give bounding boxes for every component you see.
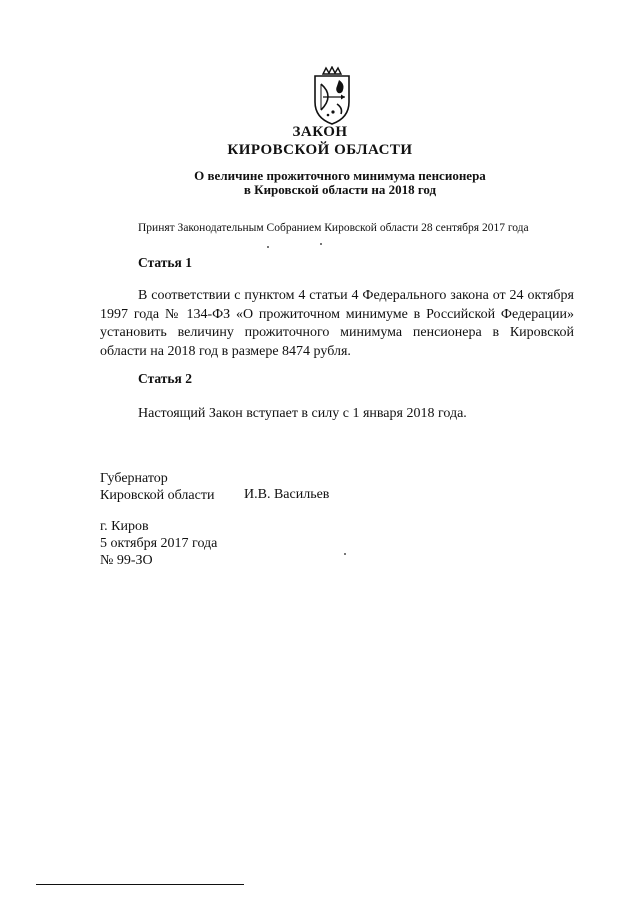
signing-date: 5 октября 2017 года: [100, 536, 218, 551]
adopted-text: Принят Законодательным Собранием Кировской области 28 сентября 2017 года: [138, 222, 529, 234]
scan-speck: [267, 246, 269, 248]
footer-rule: [36, 884, 244, 885]
article-1-heading: Статья 1: [138, 255, 192, 270]
coat-of-arms-icon: [309, 66, 355, 126]
law-label: ЗАКОН: [292, 124, 348, 140]
scan-speck: [344, 553, 346, 555]
signatory-position-line-1: Губернатор: [100, 471, 168, 486]
subject-line-2: в Кировской области на 2018 год: [243, 182, 437, 197]
subject-line-1: О величине прожиточного минимума пенсионера: [194, 168, 486, 183]
law-number: № 99-ЗО: [100, 553, 153, 568]
region-title: КИРОВСКОЙ ОБЛАСТИ: [227, 142, 413, 158]
article-2-heading: Статья 2: [138, 371, 192, 386]
article-2-text: Настоящий Закон вступает в силу с 1 января 2018 года.: [138, 406, 467, 421]
place-city: г. Киров: [100, 519, 149, 534]
article-1-text: В соответствии с пунктом 4 статьи 4 Федерального закона от 24 октября 1997 года № 134-ФЗ «О прожиточном минимуме в Российской Федерации» установить величину прожиточного минимума пенсионера в Кировской области на 2018 год в размере 8474 рубля.: [100, 288, 574, 359]
signatory-name: И.В. Васильев: [244, 487, 330, 502]
scan-speck: [320, 243, 322, 245]
signatory-position-line-2: Кировской области: [100, 488, 215, 503]
